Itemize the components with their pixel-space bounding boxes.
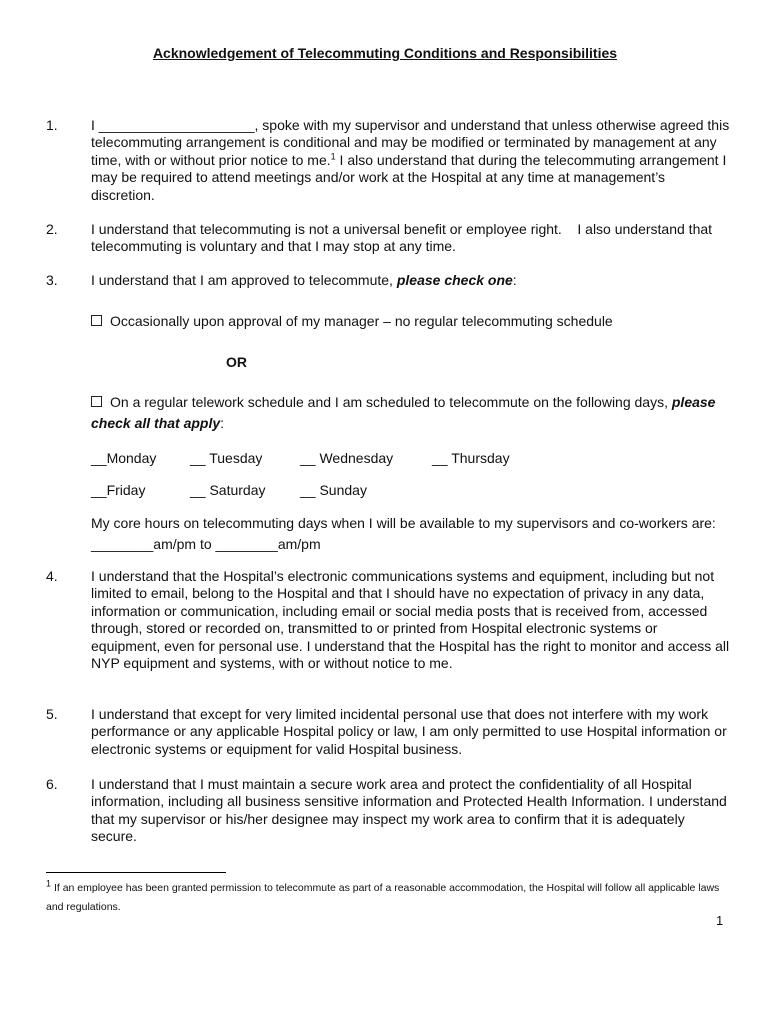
footnote-ref: 1 — [330, 151, 336, 162]
item-3 — [46, 272, 730, 289]
option-regular — [91, 392, 721, 434]
item-text: I understand that telecommuting is not a universal benefit or employee right. I also understand that telecommuting is voluntary and that I may stop at any time. — [91, 221, 716, 255]
day-saturday[interactable]: __ Saturday — [190, 482, 266, 498]
item-emphasis: please check one — [396, 272, 513, 288]
option-occasional-label: Occasionally upon approval of my manager – no regular telecommuting schedule — [110, 313, 613, 329]
option-occasional — [91, 311, 721, 332]
item-text: I understand that except for very limited incidental personal use that does not interfere with my work performance or any applicable Hospital policy or law, I am only permitted to use Hospital information or electronic systems or equipment for valid Hospital business. — [91, 706, 727, 757]
item-1 — [46, 117, 730, 204]
day-thursday[interactable]: __ Thursday — [432, 450, 510, 466]
item-text: I understand that I am approved to telecommute, — [91, 272, 397, 288]
footnote-text: If an employee has been granted permission to telecommute as part of a reasonable accommodation, the Hospital will follow all applicable laws and regulations. — [46, 882, 720, 913]
footnote — [46, 879, 726, 917]
item-2 — [46, 221, 730, 256]
item-text-end: : — [512, 272, 517, 288]
item-text-cont: I also understand that during the telecommuting arrangement I may be required to attend meetings and/or work at the Hospital at any time at management’s discretion. — [91, 151, 727, 203]
item-6 — [46, 776, 730, 846]
item-text: I understand that I must maintain a secure work area and protect the confidentiality of all Hospital information, including all business sensitive information and Protected Health Information. I understand that my supervisor or his/her designee may inspect my work area to confirm that it is adequately secure. — [91, 776, 727, 845]
day-tuesday[interactable]: __ Tuesday — [190, 450, 263, 466]
checkbox-occasional[interactable] — [91, 315, 102, 326]
option-regular-emphasis: please check all that apply — [91, 394, 716, 431]
checkbox-regular[interactable] — [91, 396, 102, 407]
item-number: 2. — [46, 221, 58, 237]
day-monday[interactable]: __Monday — [91, 450, 157, 466]
page-number: 1 — [716, 913, 724, 928]
or-label: OR — [226, 354, 247, 370]
item-5 — [46, 706, 730, 758]
item-number: 5. — [46, 706, 58, 722]
day-wednesday[interactable]: __ Wednesday — [300, 450, 394, 466]
item-number: 4. — [46, 568, 58, 584]
item-text: I ____________________, spoke with my supervisor and understand that unless otherwise agreed this telecommuting arrangement is conditional and may be modified or terminated by management at any time, with or without prior notice to me. — [91, 117, 730, 168]
core-hours: My core hours on telecommuting days when I will be available to my supervisors and co-workers are: ________am/pm to ________am/pm — [91, 515, 716, 552]
option-regular-label: On a regular telework schedule and I am scheduled to telecommute on the following days, — [110, 394, 672, 410]
item-number: 3. — [46, 272, 58, 288]
item-text: I understand that the Hospital’s electronic communications systems and equipment, including but not limited to email, belong to the Hospital and that I should have no expectation of privacy in any data, information or communication, including email or social media posts that is received from, accessed through, stored or recorded on, transmitted to or printed from Hospital electronic systems or equipment, even for personal use. I understand that the Hospital has the right to monitor and access all NYP equipment and systems, with or without notice to me. — [91, 568, 730, 672]
day-friday[interactable]: __Friday — [91, 482, 146, 498]
option-regular-end: : — [220, 415, 225, 431]
item-number: 1. — [46, 117, 58, 133]
document-title: Acknowledgement of Telecommuting Conditions and Responsibilities — [152, 45, 618, 61]
footnote-marker: 1 — [46, 878, 52, 889]
footnote-divider — [46, 872, 226, 873]
item-4 — [46, 568, 730, 672]
item-number: 6. — [46, 776, 58, 792]
day-sunday[interactable]: __ Sunday — [300, 482, 367, 498]
